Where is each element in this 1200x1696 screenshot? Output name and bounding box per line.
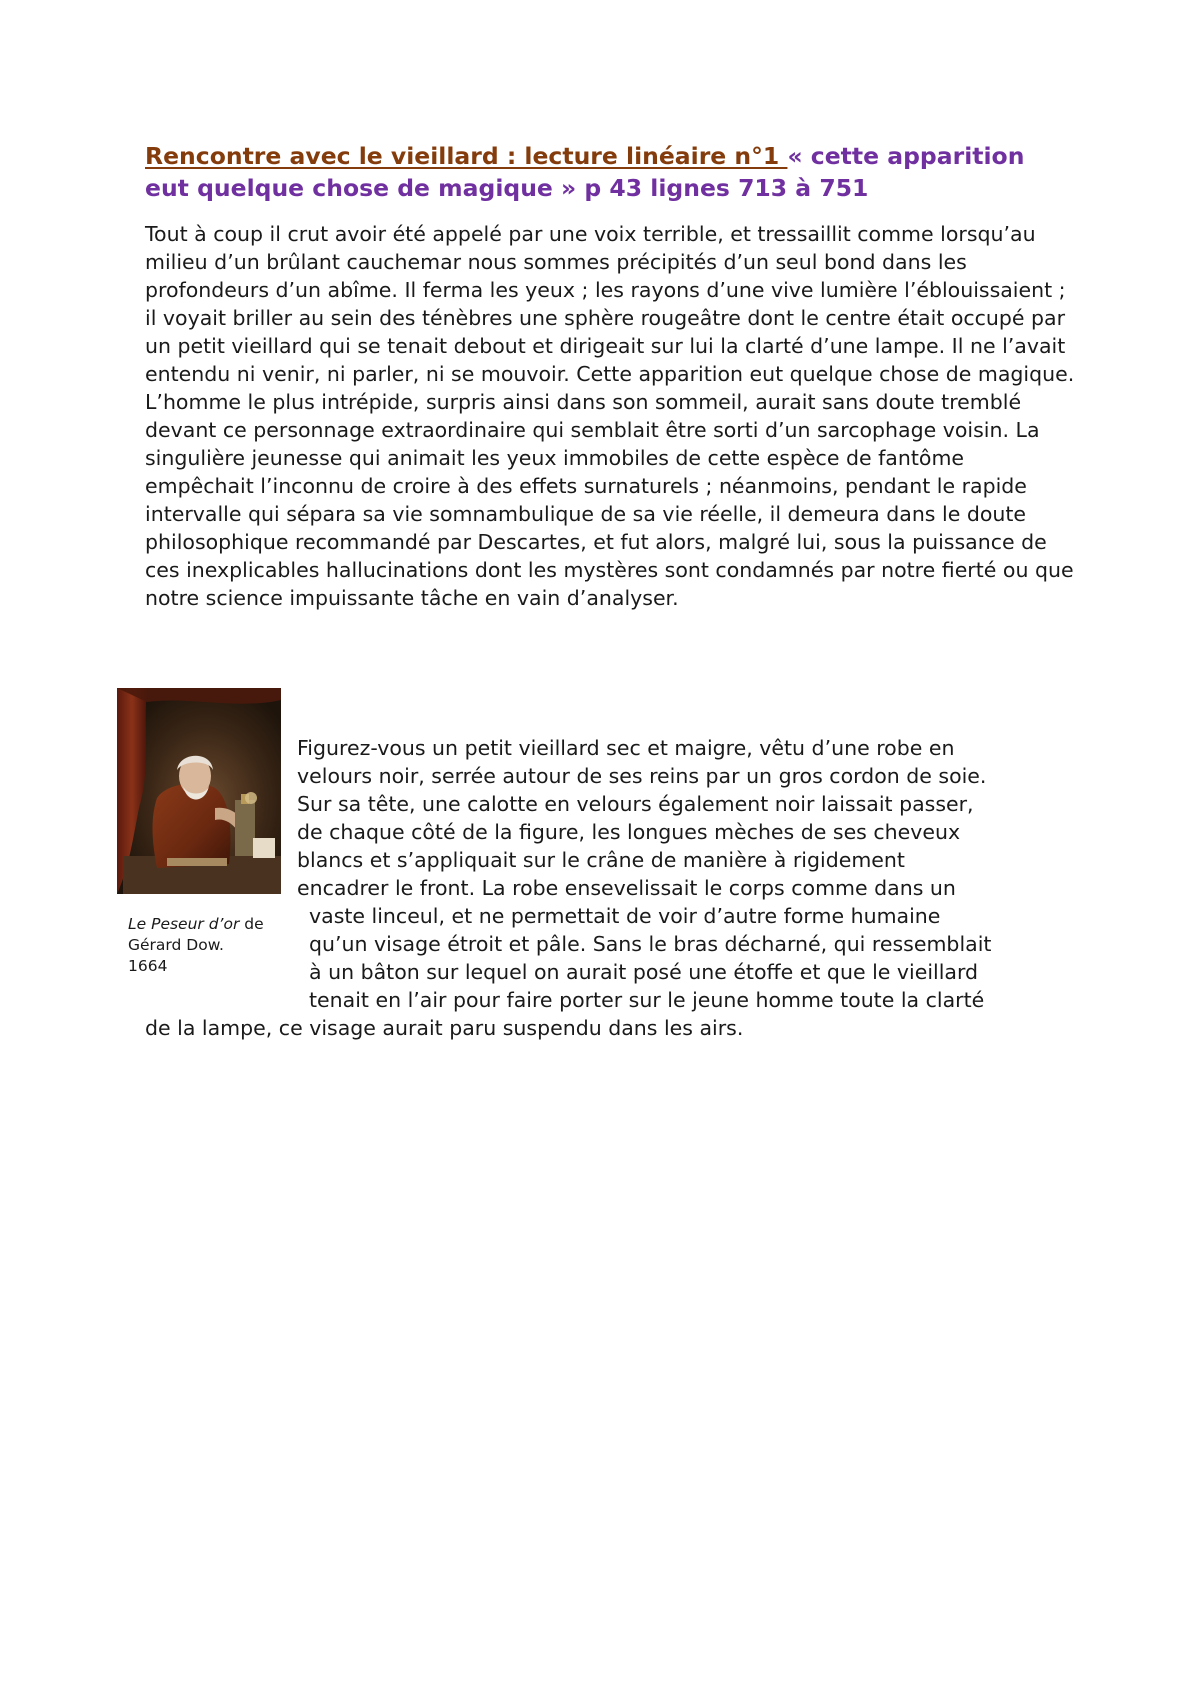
paragraph-1: Tout à coup il crut avoir été appelé par une voix terrible, et tressaillit comme lorsqu’au milieu d’un brûlant cauchemar nous sommes précipités d’un seul bond dans les profondeurs d’un abîme. Il ferma les yeux ; les rayons d’une vive lumière l’éblouissaient ; il voyait briller au sein des ténèbres une sphère rougeâtre dont le centre était occupé par un petit vieillard qui se tenait debout et dirigeait sur lui la clarté d’une lampe. Il ne l’avait entendu ni venir, ni parler, ni se mouvoir. Cette apparition eut quelque chose de magique. L’homme le plus intrépide, surpris ainsi dans son sommeil, aurait sans doute tremblé devant ce personnage extraordinaire qui semblait être sorti d’un sarcophage voisin. La singulière jeunesse qui animait les yeux immobiles de cette espèce de fantôme empêchait l’inconnu de croire à des effets surnaturels ; néanmoins, pendant le rapide intervalle qui sépara sa vie somnambulique de sa vie réelle, il demeura dans le doute philosophique recommandé par Descartes, et fut alors, malgré lui, sous la puissance de ces inexplicables hallucinations dont les mystères sont condamnés par notre fierté ou que notre science impuissante tâche en vain d’analyser. [145,222,1075,610]
paragraph-2-line-7: vaste linceul, et ne permettait de voir d’autre forme humaine [309,904,941,928]
caption-year: 1664 [128,957,168,975]
paragraph-2-line-8: qu’un visage étroit et pâle. Sans le bras décharné, qui ressemblait [309,932,992,956]
paragraph-2-line-6: encadrer le front. La robe ensevelissait le corps comme dans un [297,876,956,900]
painting-image [117,688,281,894]
paragraph-2-line-5: blancs et s’appliquait sur le crâne de manière à rigidement [297,848,905,872]
paragraph-2-line-9: à un bâton sur lequel on aurait posé une étoffe et que le vieillard [309,960,979,984]
painting-caption [128,914,288,977]
paragraph-2-line-10: tenait en l’air pour faire porter sur le jeune homme toute la clarté [309,988,985,1012]
caption-author: de Gérard Dow. [128,915,264,954]
heading-quote-part: « cette apparition eut quelque chose de magique » p 43 lignes 713 à 751 [145,142,1025,202]
caption-title: Le Peseur d’or [128,915,240,933]
paragraph-2-line-3: Sur sa tête, une calotte en velours également noir laissait passer, [297,792,974,816]
paragraph-2-line-4: de chaque côté de la figure, les longues mèches de ses cheveux [297,820,961,844]
paragraph-2-line-1: Figurez-vous un petit vieillard sec et maigre, vêtu d’une robe en [297,736,955,760]
paragraph-2-line-11: de la lampe, ce visage aurait paru suspendu dans les airs. [145,1016,744,1040]
heading-underlined-part: Rencontre avec le vieillard : lecture linéaire n°1 [145,142,788,170]
paragraph-2-line-2: velours noir, serrée autour de ses reins par un gros cordon de soie. [297,764,987,788]
document-heading [145,140,1065,204]
